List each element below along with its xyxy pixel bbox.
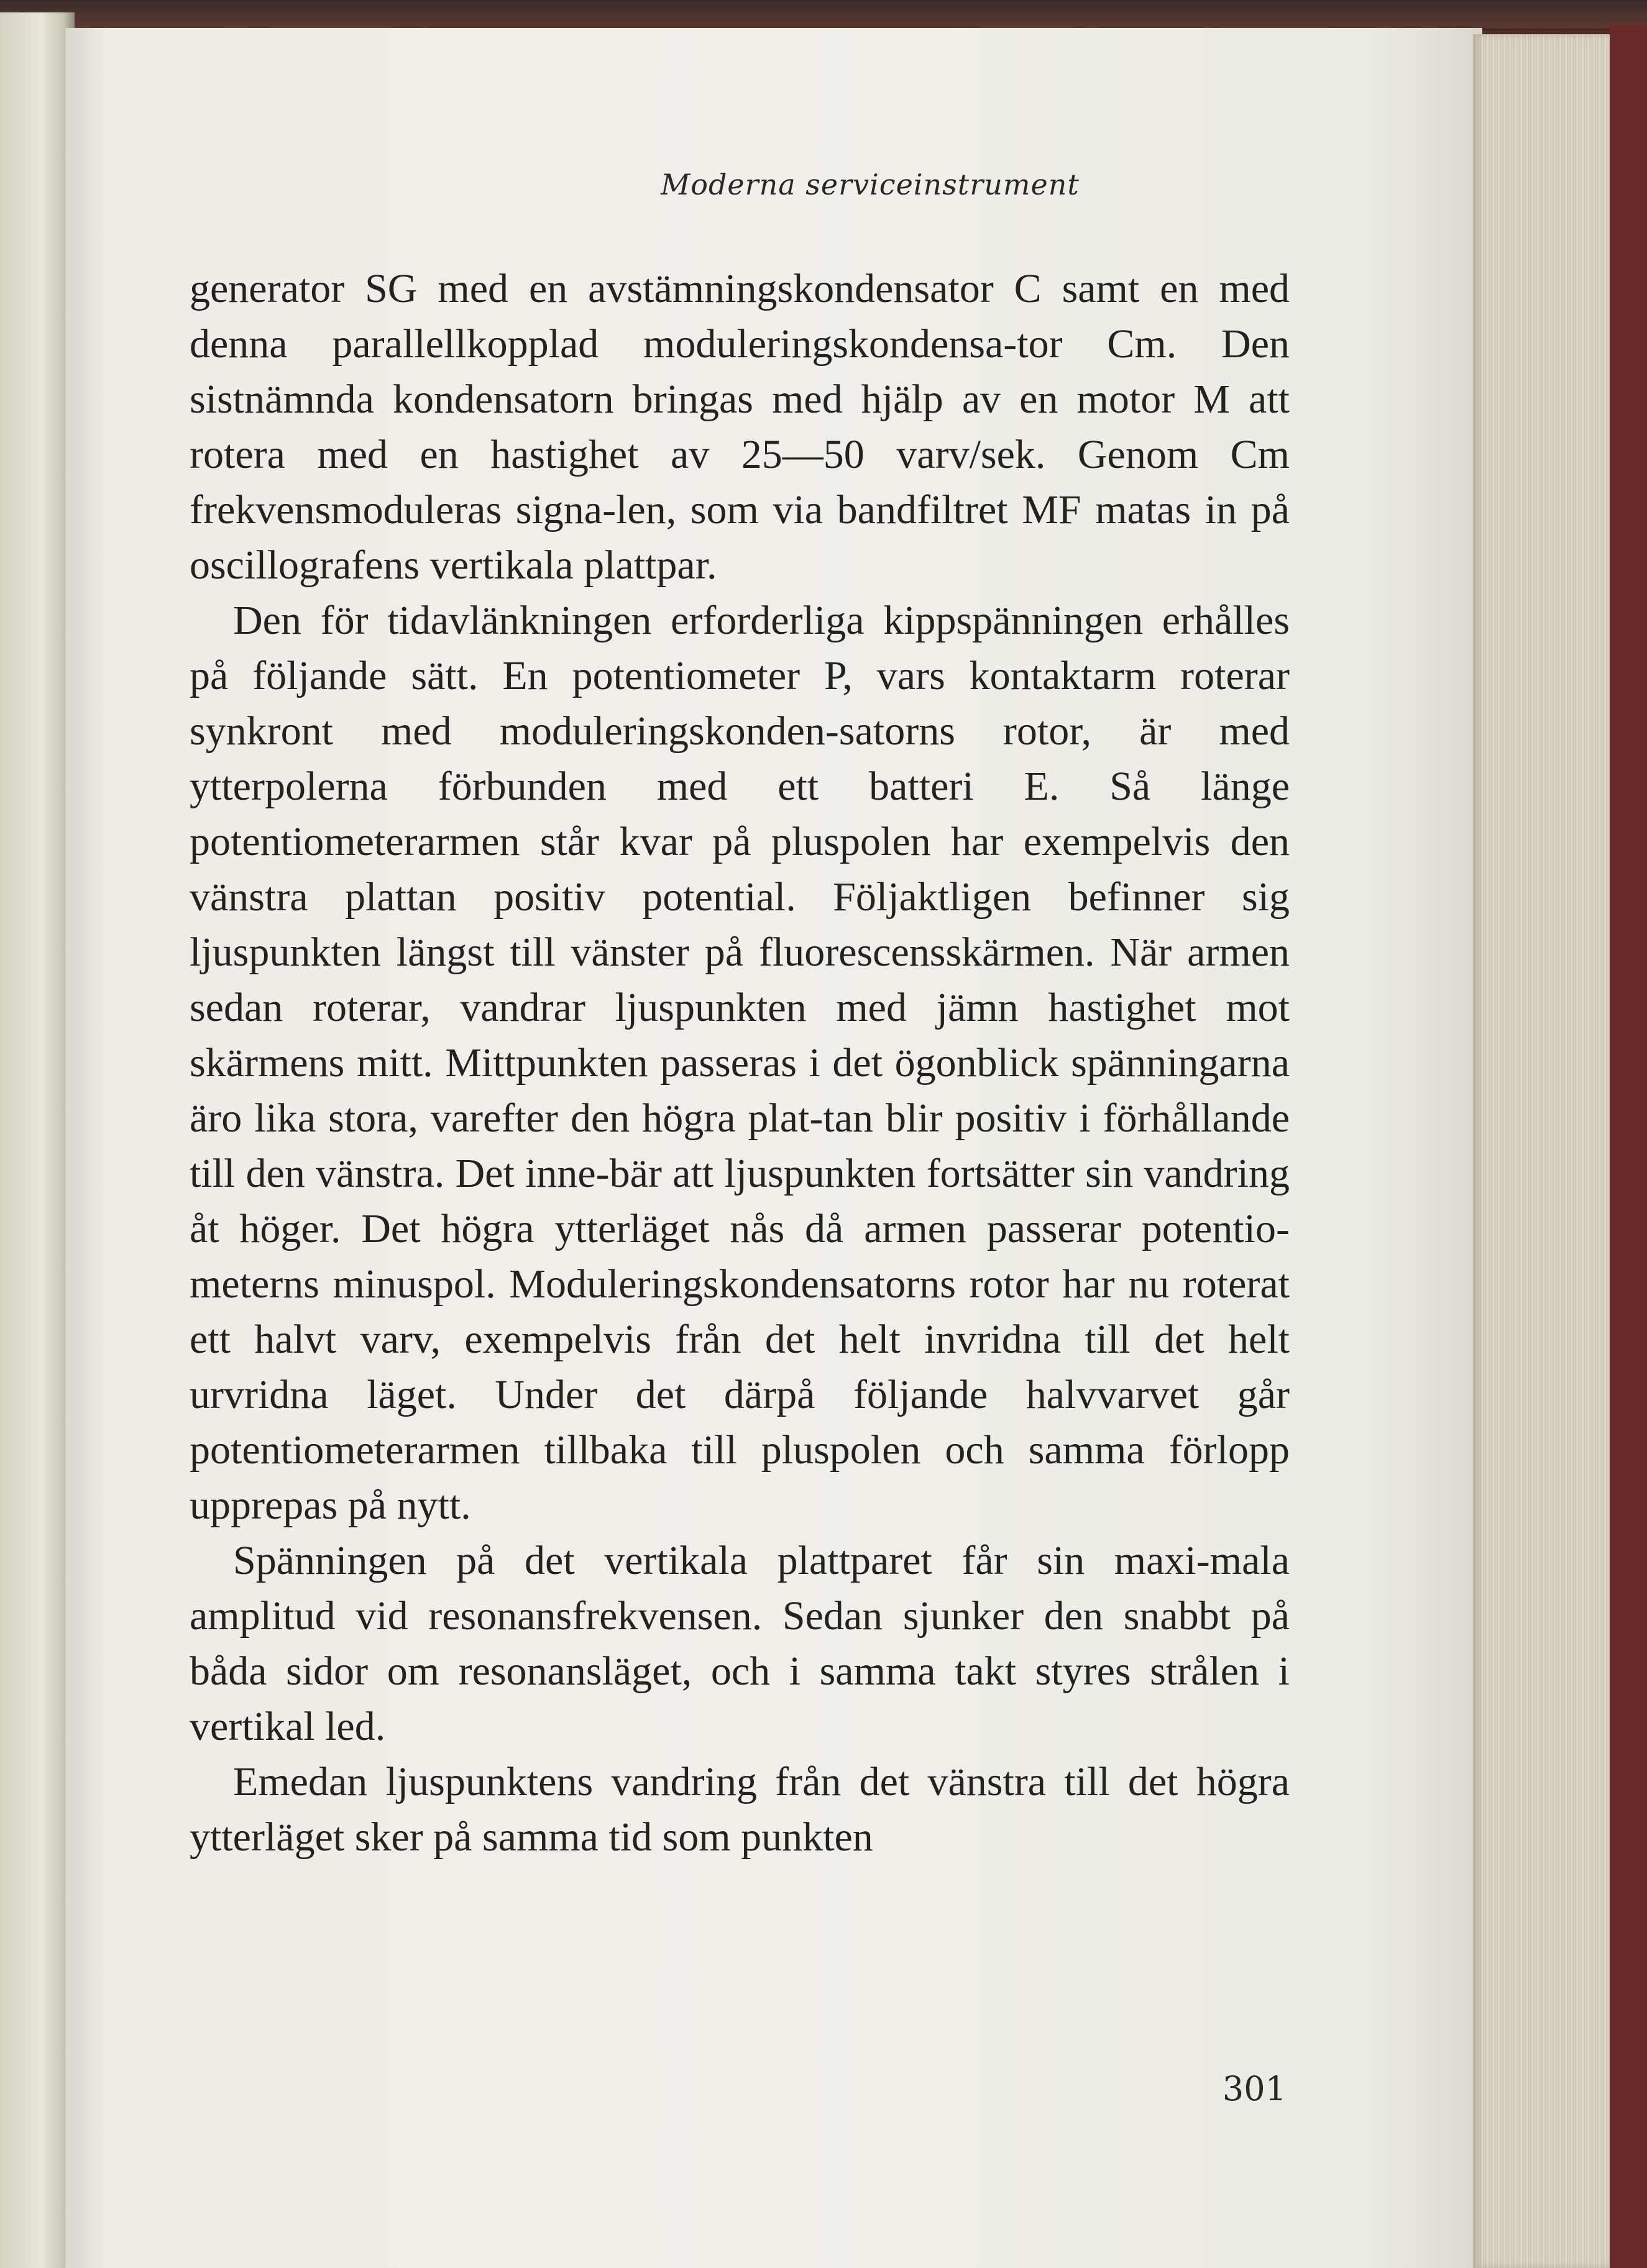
body-text	[190, 261, 1290, 1865]
paragraph-4: Emedan ljuspunktens vandring från det vänstra till det högra ytterläget sker på samma tid som punkten	[190, 1759, 1290, 1860]
page-stack-edge	[1473, 34, 1616, 2268]
running-head: Moderna serviceinstrument	[661, 168, 1080, 201]
paragraph-3: Spänningen på det vertikala plattparet får sin maxi-mala amplitud vid resonansfrekvensen. Sedan sjunker den snabbt på båda sidor om resonansläget, och i samma takt styres strålen i vertikal led.	[190, 1538, 1290, 1749]
paragraph-1: generator SG med en avstämningskondensator C samt en med denna parallellkopplad moduleringskondensa-tor Cm. Den sistnämnda kondensatorn bringas med hjälp av en motor M att rotera med en hastighet av 25—50 varv/sek. Genom Cm frekvensmoduleras signa-len, som via bandfiltret MF matas in på oscillografens vertikala plattpar.	[190, 266, 1290, 588]
page-number: 301	[1222, 2069, 1287, 2108]
book-cover-edge	[1610, 25, 1647, 2268]
book-board-top	[0, 0, 1647, 28]
left-page-edge	[0, 12, 75, 2268]
paragraph-2: Den för tidavlänkningen erforderliga kippspänningen erhålles på följande sätt. En potentiometer P, vars kontaktarm roterar synkront med moduleringskonden-satorns rotor, är med ytterpolerna förbunden med ett batteri E. Så länge potentiometerarmen står kvar på pluspolen har exempelvis den vänstra plattan positiv potential. Följaktligen befinner sig ljuspunkten längst till vänster på fluorescensskärmen. När armen sedan roterar, vandrar ljuspunkten med jämn hastighet mot skärmens mitt. Mittpunkten passeras i det ögonblick spänningarna äro lika stora, varefter den högra plat-tan blir positiv i förhållande till den vänstra. Det inne-bär att ljuspunkten fortsätter sin vandring åt höger. Det högra ytterläget nås då armen passerar potentio-meterns minuspol. Moduleringskondensatorns rotor har nu roterat ett halvt varv, exempelvis från det helt invridna till det helt urvridna läget. Under det därpå följande halvvarvet går potentiometerarmen tillbaka till pluspolen och samma förlopp upprepas på nytt.	[190, 598, 1290, 1528]
